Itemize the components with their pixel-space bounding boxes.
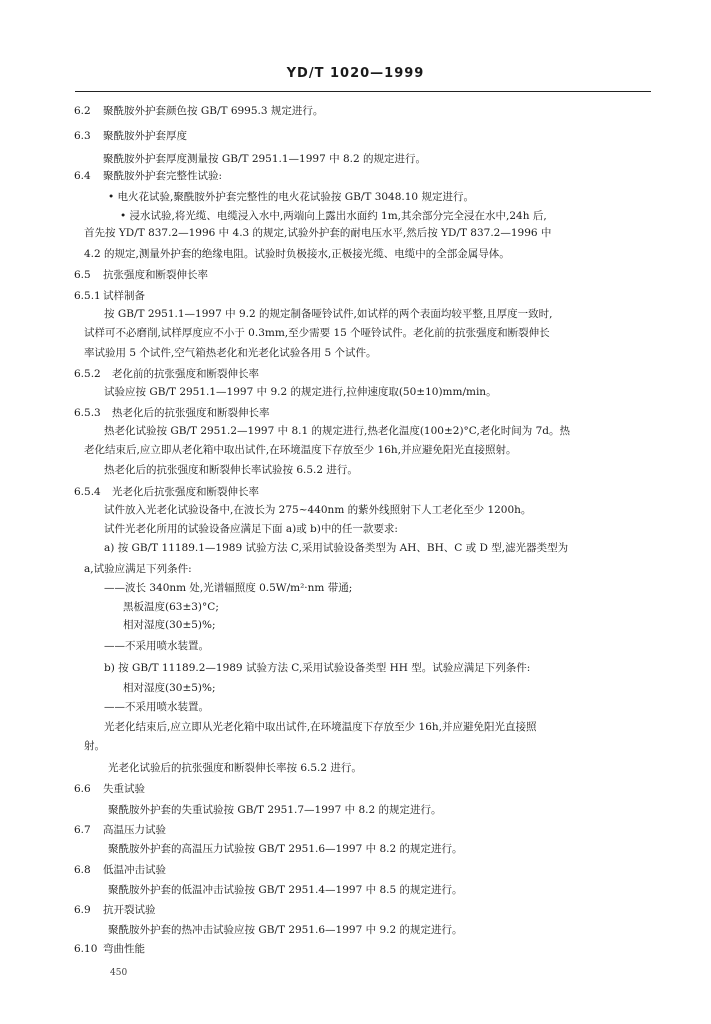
section-number: 6.5.4 [74,486,101,498]
paragraph-text: 聚酰胺外护套的热冲击试验应按 GB/T 2951.6—1997 中 9.2 的规定进行。 [108,924,463,936]
paragraph-text: a) 按 GB/T 11189.1—1989 试验方法 C,采用试验设备类型为 AH、BH、C 或 D 型,滤光器类型为 [104,542,569,554]
section-heading: 聚酰胺外护套厚度 [103,130,187,142]
section-heading: 抗开裂试验 [103,904,156,916]
paragraph-text: ——不采用喷水装置。 [104,701,209,713]
section-heading: 抗张强度和断裂伸长率 [103,269,208,281]
section-number: 6.5.3 [74,407,101,419]
paragraph-text: 率试验用 5 个试件,空气箱热老化和光老化试验各用 5 个试件。 [84,347,377,359]
section-number: 6.10 [74,943,98,955]
paragraph-text: 首先按 YD/T 837.2—1996 中 4.3 的规定,试验外护套的耐电压水平,然后按 YD/T 837.2—1996 中 [84,227,552,239]
paragraph-text: 按 GB/T 2951.1—1997 中 9.2 的规定制备哑铃试件,如试样的两个表面均较平整,且厚度一致时, [104,308,553,320]
section-heading: 试样制备 [103,290,145,302]
section-heading: 低温冲击试验 [103,864,166,876]
section-number: 6.7 [74,824,91,836]
header-rule [75,91,651,92]
paragraph-text: 聚酰胺外护套的低温冲击试验按 GB/T 2951.4—1997 中 8.5 的规定进行。 [108,884,463,896]
section-heading: 光老化后抗张强度和断裂伸长率 [112,486,259,498]
section-heading: 老化前的抗张强度和断裂伸长率 [112,368,259,380]
section-number: 6.5.2 [74,368,101,380]
paragraph-text: 聚酰胺外护套的失重试验按 GB/T 2951.7—1997 中 8.2 的规定进行。 [108,804,442,816]
paragraph-text: • 浸水试验,将光缆、电缆浸入水中,两端向上露出水面约 1m,其余部分完全浸在水中,24h 后, [120,210,547,222]
section-heading: 失重试验 [103,783,145,795]
paragraph-text: 聚酰胺外护套厚度测量按 GB/T 2951.1—1997 中 8.2 的规定进行。 [103,153,426,165]
section-number: 6.4 [74,170,91,182]
paragraph-text: 试验应按 GB/T 2951.1—1997 中 9.2 的规定进行,拉伸速度取(50±10)mm/min。 [104,386,497,398]
paragraph-text: 试样可不必磨削,试样厚度应不小于 0.3mm,至少需要 15 个哑铃试件。老化前的抗张强度和断裂伸长 [84,327,550,339]
paragraph-text: 试件放入光老化试验设备中,在波长为 275~440nm 的紫外线照射下人工老化至少 1200h。 [104,504,532,516]
paragraph-text: 热老化后的抗张强度和断裂伸长率试验按 6.5.2 进行。 [104,464,358,476]
section-number: 6.9 [74,904,91,916]
paragraph-text: 光老化试验后的抗张强度和断裂伸长率按 6.5.2 进行。 [108,762,362,774]
paragraph-text: 相对湿度(30±5)%; [123,682,216,694]
page-header: YD/T 1020—1999 [286,66,425,81]
paragraph-text: 试件光老化所用的试验设备应满足下面 a)或 b)中的任一款要求: [104,523,398,535]
section-heading: 高温压力试验 [103,824,166,836]
section-number: 6.2 [74,105,91,117]
paragraph-text: 相对湿度(30±5)%; [123,619,216,631]
paragraph-text: 聚酰胺外护套的高温压力试验按 GB/T 2951.6—1997 中 8.2 的规定进行。 [108,843,463,855]
page-number: 450 [110,968,128,978]
section-heading: 弯曲性能 [103,943,145,955]
paragraph-text: 老化结束后,应立即从老化箱中取出试件,在环境温度下存放至少 16h,并应避免阳光直接照射。 [84,444,517,456]
paragraph-text: a,试验应满足下列条件: [84,563,192,575]
section-number: 6.3 [74,130,91,142]
section-number: 6.8 [74,864,91,876]
section-number: 6.5 [74,269,91,281]
paragraph-text: 射。 [84,740,105,752]
paragraph-text: ——不采用喷水装置。 [104,640,209,652]
section-heading: 聚酰胺外护套颜色按 GB/T 6995.3 规定进行。 [103,105,324,117]
section-heading: 热老化后的抗张强度和断裂伸长率 [112,407,270,419]
section-number: 6.6 [74,783,91,795]
paragraph-text: 热老化试验按 GB/T 2951.2—1997 中 8.1 的规定进行,热老化温度(100±2)°C,老化时间为 7d。热 [104,425,571,437]
section-number: 6.5.1 [74,290,101,302]
paragraph-text: b) 按 GB/T 11189.2—1989 试验方法 C,采用试验设备类型 HH 型。试验应满足下列条件: [104,662,531,674]
paragraph-text: • 电火花试验,聚酰胺外护套完整性的电火花试验按 GB/T 3048.10 规定进行。 [108,191,474,203]
section-heading: 聚酰胺外护套完整性试验: [103,170,223,182]
paragraph-text: 光老化结束后,应立即从光老化箱中取出试件,在环境温度下存放至少 16h,并应避免阳光直接照 [104,721,537,733]
paragraph-text: ——波长 340nm 处,光谱辐照度 0.5W/m²·nm 带通; [104,582,353,594]
paragraph-text: 黑板温度(63±3)°C; [123,601,219,613]
paragraph-text: 4.2 的规定,测量外护套的绝缘电阻。试验时负极接水,正极接光缆、电缆中的全部金属导体。 [84,248,510,260]
